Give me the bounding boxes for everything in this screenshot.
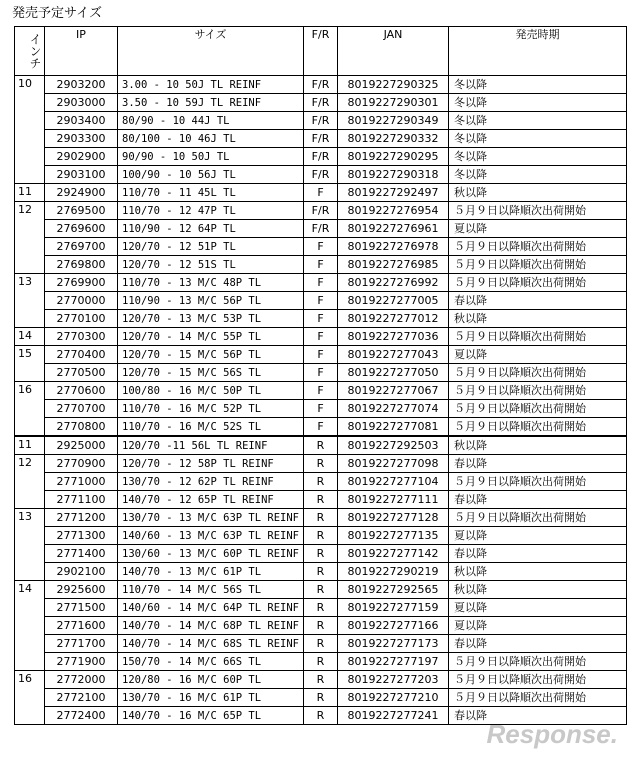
table-body [15, 76, 627, 725]
table-row [15, 328, 627, 346]
cell-release: ５月９日以降順次出荷開始 [449, 473, 627, 491]
table-row [15, 509, 627, 527]
cell-release: ５月９日以降順次出荷開始 [449, 202, 627, 220]
cell-inch: 10 [15, 76, 45, 184]
cell-size: 110/70 - 12 47P TL [118, 202, 304, 220]
cell-jan: 8019227276961 [338, 220, 449, 238]
table-header-row [15, 27, 627, 76]
cell-jan: 8019227277173 [338, 635, 449, 653]
cell-ip: 2903000 [45, 94, 118, 112]
cell-ip: 2770600 [45, 382, 118, 400]
cell-release: 冬以降 [449, 76, 627, 94]
table-row [15, 400, 627, 418]
cell-fr: F [304, 184, 338, 202]
table-row [15, 76, 627, 94]
cell-release: 夏以降 [449, 346, 627, 364]
cell-size: 120/70 - 12 51P TL [118, 238, 304, 256]
cell-ip: 2769700 [45, 238, 118, 256]
table-row [15, 563, 627, 581]
cell-fr: R [304, 707, 338, 725]
table-row [15, 220, 627, 238]
cell-size: 120/70 - 12 58P TL REINF [118, 455, 304, 473]
cell-fr: F [304, 346, 338, 364]
table-row [15, 491, 627, 509]
cell-release: 春以降 [449, 545, 627, 563]
cell-ip: 2925600 [45, 581, 118, 599]
cell-inch: 11 [15, 184, 45, 202]
cell-ip: 2770100 [45, 310, 118, 328]
cell-release: 冬以降 [449, 94, 627, 112]
cell-fr: R [304, 491, 338, 509]
cell-fr: R [304, 617, 338, 635]
cell-ip: 2770500 [45, 364, 118, 382]
cell-inch: 13 [15, 274, 45, 328]
table-row [15, 202, 627, 220]
cell-ip: 2771500 [45, 599, 118, 617]
cell-jan: 8019227290301 [338, 94, 449, 112]
table-row [15, 581, 627, 599]
cell-size: 120/70 - 15 M/C 56S TL [118, 364, 304, 382]
cell-size: 80/100 - 10 46J TL [118, 130, 304, 148]
cell-jan: 8019227277043 [338, 346, 449, 364]
cell-release: 秋以降 [449, 184, 627, 202]
cell-size: 110/90 - 12 64P TL [118, 220, 304, 238]
cell-fr: F [304, 364, 338, 382]
table-row [15, 635, 627, 653]
cell-fr: F [304, 256, 338, 274]
cell-ip: 2771400 [45, 545, 118, 563]
header-inch: インチ [15, 27, 45, 76]
cell-fr: F [304, 274, 338, 292]
cell-ip: 2772000 [45, 671, 118, 689]
cell-jan: 8019227276978 [338, 238, 449, 256]
cell-ip: 2770800 [45, 418, 118, 437]
table-row [15, 671, 627, 689]
cell-size: 3.50 - 10 59J TL REINF [118, 94, 304, 112]
cell-jan: 8019227277012 [338, 310, 449, 328]
table-row [15, 112, 627, 130]
cell-release: 秋以降 [449, 310, 627, 328]
cell-jan: 8019227277005 [338, 292, 449, 310]
table-row [15, 689, 627, 707]
cell-inch: 14 [15, 328, 45, 346]
cell-release: 冬以降 [449, 148, 627, 166]
header-ip: IP [45, 27, 118, 76]
cell-jan: 8019227276954 [338, 202, 449, 220]
cell-ip: 2771000 [45, 473, 118, 491]
cell-jan: 8019227292503 [338, 436, 449, 455]
cell-release: 夏以降 [449, 599, 627, 617]
cell-jan: 8019227276992 [338, 274, 449, 292]
cell-fr: R [304, 563, 338, 581]
cell-jan: 8019227292565 [338, 581, 449, 599]
cell-ip: 2924900 [45, 184, 118, 202]
cell-fr: R [304, 455, 338, 473]
cell-ip: 2769800 [45, 256, 118, 274]
table-row [15, 166, 627, 184]
cell-release: 冬以降 [449, 166, 627, 184]
cell-size: 110/70 - 13 M/C 48P TL [118, 274, 304, 292]
cell-jan: 8019227277098 [338, 455, 449, 473]
header-size: サイズ [118, 27, 304, 76]
cell-size: 140/70 - 12 65P TL REINF [118, 491, 304, 509]
cell-jan: 8019227292497 [338, 184, 449, 202]
cell-ip: 2903400 [45, 112, 118, 130]
header-jan: JAN [338, 27, 449, 76]
cell-size: 120/70 -11 56L TL REINF [118, 436, 304, 455]
cell-jan: 8019227277159 [338, 599, 449, 617]
cell-size: 140/60 - 13 M/C 63P TL REINF [118, 527, 304, 545]
cell-release: 秋以降 [449, 436, 627, 455]
cell-jan: 8019227290349 [338, 112, 449, 130]
cell-ip: 2902100 [45, 563, 118, 581]
table-row [15, 364, 627, 382]
cell-release: ５月９日以降順次出荷開始 [449, 400, 627, 418]
cell-jan: 8019227277241 [338, 707, 449, 725]
table-row [15, 599, 627, 617]
cell-release: 春以降 [449, 491, 627, 509]
cell-fr: F [304, 418, 338, 437]
cell-size: 110/70 - 16 M/C 52P TL [118, 400, 304, 418]
cell-release: 夏以降 [449, 527, 627, 545]
cell-ip: 2769900 [45, 274, 118, 292]
cell-ip: 2770300 [45, 328, 118, 346]
cell-release: ５月９日以降順次出荷開始 [449, 238, 627, 256]
cell-fr: F/R [304, 148, 338, 166]
tire-size-table [14, 26, 627, 725]
cell-size: 100/90 - 10 56J TL [118, 166, 304, 184]
cell-jan: 8019227277050 [338, 364, 449, 382]
table-row [15, 130, 627, 148]
cell-inch: 11 [15, 436, 45, 455]
cell-fr: F/R [304, 76, 338, 94]
cell-ip: 2770000 [45, 292, 118, 310]
table-row [15, 436, 627, 455]
cell-ip: 2770400 [45, 346, 118, 364]
cell-fr: R [304, 509, 338, 527]
cell-fr: F/R [304, 220, 338, 238]
cell-fr: F [304, 382, 338, 400]
cell-jan: 8019227277036 [338, 328, 449, 346]
cell-release: ５月９日以降順次出荷開始 [449, 509, 627, 527]
table-row [15, 94, 627, 112]
cell-inch: 15 [15, 346, 45, 382]
cell-size: 140/60 - 14 M/C 64P TL REINF [118, 599, 304, 617]
table-row [15, 473, 627, 491]
cell-fr: R [304, 653, 338, 671]
cell-inch: 14 [15, 581, 45, 671]
cell-size: 80/90 - 10 44J TL [118, 112, 304, 130]
cell-size: 100/80 - 16 M/C 50P TL [118, 382, 304, 400]
cell-size: 140/70 - 13 M/C 61P TL [118, 563, 304, 581]
cell-ip: 2771900 [45, 653, 118, 671]
cell-size: 110/70 - 16 M/C 52S TL [118, 418, 304, 437]
cell-size: 130/60 - 13 M/C 60P TL REINF [118, 545, 304, 563]
cell-size: 130/70 - 12 62P TL REINF [118, 473, 304, 491]
cell-jan: 8019227277142 [338, 545, 449, 563]
table-row [15, 256, 627, 274]
cell-inch: 12 [15, 455, 45, 509]
cell-fr: F/R [304, 130, 338, 148]
cell-jan: 8019227277210 [338, 689, 449, 707]
cell-release: 春以降 [449, 292, 627, 310]
cell-release: 夏以降 [449, 617, 627, 635]
cell-size: 140/70 - 14 M/C 68S TL REINF [118, 635, 304, 653]
table-row [15, 148, 627, 166]
cell-ip: 2771600 [45, 617, 118, 635]
cell-fr: F [304, 310, 338, 328]
cell-release: 秋以降 [449, 581, 627, 599]
cell-ip: 2772400 [45, 707, 118, 725]
cell-release: ５月９日以降順次出荷開始 [449, 418, 627, 437]
cell-jan: 8019227277166 [338, 617, 449, 635]
cell-jan: 8019227277074 [338, 400, 449, 418]
cell-jan: 8019227290318 [338, 166, 449, 184]
cell-release: ５月９日以降順次出荷開始 [449, 274, 627, 292]
cell-inch: 12 [15, 202, 45, 274]
cell-jan: 8019227277135 [338, 527, 449, 545]
cell-ip: 2903300 [45, 130, 118, 148]
cell-ip: 2772100 [45, 689, 118, 707]
cell-jan: 8019227290325 [338, 76, 449, 94]
cell-size: 120/70 - 15 M/C 56P TL [118, 346, 304, 364]
cell-release: 秋以降 [449, 563, 627, 581]
cell-ip: 2770900 [45, 455, 118, 473]
cell-ip: 2771200 [45, 509, 118, 527]
cell-release: 春以降 [449, 455, 627, 473]
cell-size: 110/70 - 14 M/C 56S TL [118, 581, 304, 599]
cell-fr: R [304, 635, 338, 653]
table-row [15, 238, 627, 256]
cell-jan: 8019227277081 [338, 418, 449, 437]
cell-inch: 16 [15, 382, 45, 437]
cell-release: 春以降 [449, 707, 627, 725]
cell-fr: F [304, 292, 338, 310]
table-row [15, 455, 627, 473]
cell-jan: 8019227290295 [338, 148, 449, 166]
cell-ip: 2771700 [45, 635, 118, 653]
cell-jan: 8019227276985 [338, 256, 449, 274]
cell-release: 春以降 [449, 635, 627, 653]
cell-ip: 2770700 [45, 400, 118, 418]
cell-release: 冬以降 [449, 130, 627, 148]
cell-release: ５月９日以降順次出荷開始 [449, 382, 627, 400]
cell-size: 140/70 - 14 M/C 68P TL REINF [118, 617, 304, 635]
cell-jan: 8019227277067 [338, 382, 449, 400]
cell-ip: 2769500 [45, 202, 118, 220]
cell-release: 冬以降 [449, 112, 627, 130]
cell-fr: R [304, 527, 338, 545]
cell-jan: 8019227277128 [338, 509, 449, 527]
cell-size: 140/70 - 16 M/C 65P TL [118, 707, 304, 725]
table-row [15, 617, 627, 635]
cell-fr: F [304, 328, 338, 346]
table-row [15, 292, 627, 310]
table-row [15, 653, 627, 671]
cell-jan: 8019227277197 [338, 653, 449, 671]
cell-fr: R [304, 671, 338, 689]
cell-fr: R [304, 436, 338, 455]
cell-fr: F/R [304, 94, 338, 112]
cell-fr: F [304, 238, 338, 256]
cell-release: ５月９日以降順次出荷開始 [449, 653, 627, 671]
cell-fr: F/R [304, 202, 338, 220]
cell-release: ５月９日以降順次出荷開始 [449, 256, 627, 274]
cell-size: 120/70 - 12 51S TL [118, 256, 304, 274]
cell-jan: 8019227277203 [338, 671, 449, 689]
cell-size: 120/70 - 14 M/C 55P TL [118, 328, 304, 346]
cell-inch: 16 [15, 671, 45, 725]
cell-release: ５月９日以降順次出荷開始 [449, 671, 627, 689]
cell-fr: R [304, 599, 338, 617]
cell-ip: 2771100 [45, 491, 118, 509]
cell-size: 130/70 - 13 M/C 63P TL REINF [118, 509, 304, 527]
cell-jan: 8019227290219 [338, 563, 449, 581]
cell-fr: F/R [304, 166, 338, 184]
cell-ip: 2925000 [45, 436, 118, 455]
cell-size: 3.00 - 10 50J TL REINF [118, 76, 304, 94]
cell-jan: 8019227290332 [338, 130, 449, 148]
cell-fr: R [304, 689, 338, 707]
cell-inch: 13 [15, 509, 45, 581]
cell-jan: 8019227277111 [338, 491, 449, 509]
cell-fr: R [304, 473, 338, 491]
table-row [15, 346, 627, 364]
cell-size: 150/70 - 14 M/C 66S TL [118, 653, 304, 671]
cell-fr: F [304, 400, 338, 418]
cell-release: ５月９日以降順次出荷開始 [449, 689, 627, 707]
cell-size: 120/70 - 13 M/C 53P TL [118, 310, 304, 328]
header-release: 発売時期 [449, 27, 627, 76]
cell-size: 110/70 - 11 45L TL [118, 184, 304, 202]
table-row [15, 184, 627, 202]
cell-size: 130/70 - 16 M/C 61P TL [118, 689, 304, 707]
table-row [15, 527, 627, 545]
table-row [15, 545, 627, 563]
cell-size: 120/80 - 16 M/C 60P TL [118, 671, 304, 689]
cell-ip: 2769600 [45, 220, 118, 238]
cell-release: ５月９日以降順次出荷開始 [449, 364, 627, 382]
cell-ip: 2771300 [45, 527, 118, 545]
table-row [15, 418, 627, 437]
cell-size: 110/90 - 13 M/C 56P TL [118, 292, 304, 310]
cell-fr: F/R [304, 112, 338, 130]
header-fr: F/R [304, 27, 338, 76]
table-row [15, 274, 627, 292]
cell-size: 90/90 - 10 50J TL [118, 148, 304, 166]
cell-release: 夏以降 [449, 220, 627, 238]
cell-fr: R [304, 545, 338, 563]
page-title: 発売予定サイズ [12, 6, 102, 21]
cell-release: ５月９日以降順次出荷開始 [449, 328, 627, 346]
cell-fr: R [304, 581, 338, 599]
cell-jan: 8019227277104 [338, 473, 449, 491]
table-row [15, 310, 627, 328]
cell-ip: 2903200 [45, 76, 118, 94]
response-watermark: Response. [486, 719, 618, 749]
cell-ip: 2903100 [45, 166, 118, 184]
table-row [15, 382, 627, 400]
cell-ip: 2902900 [45, 148, 118, 166]
